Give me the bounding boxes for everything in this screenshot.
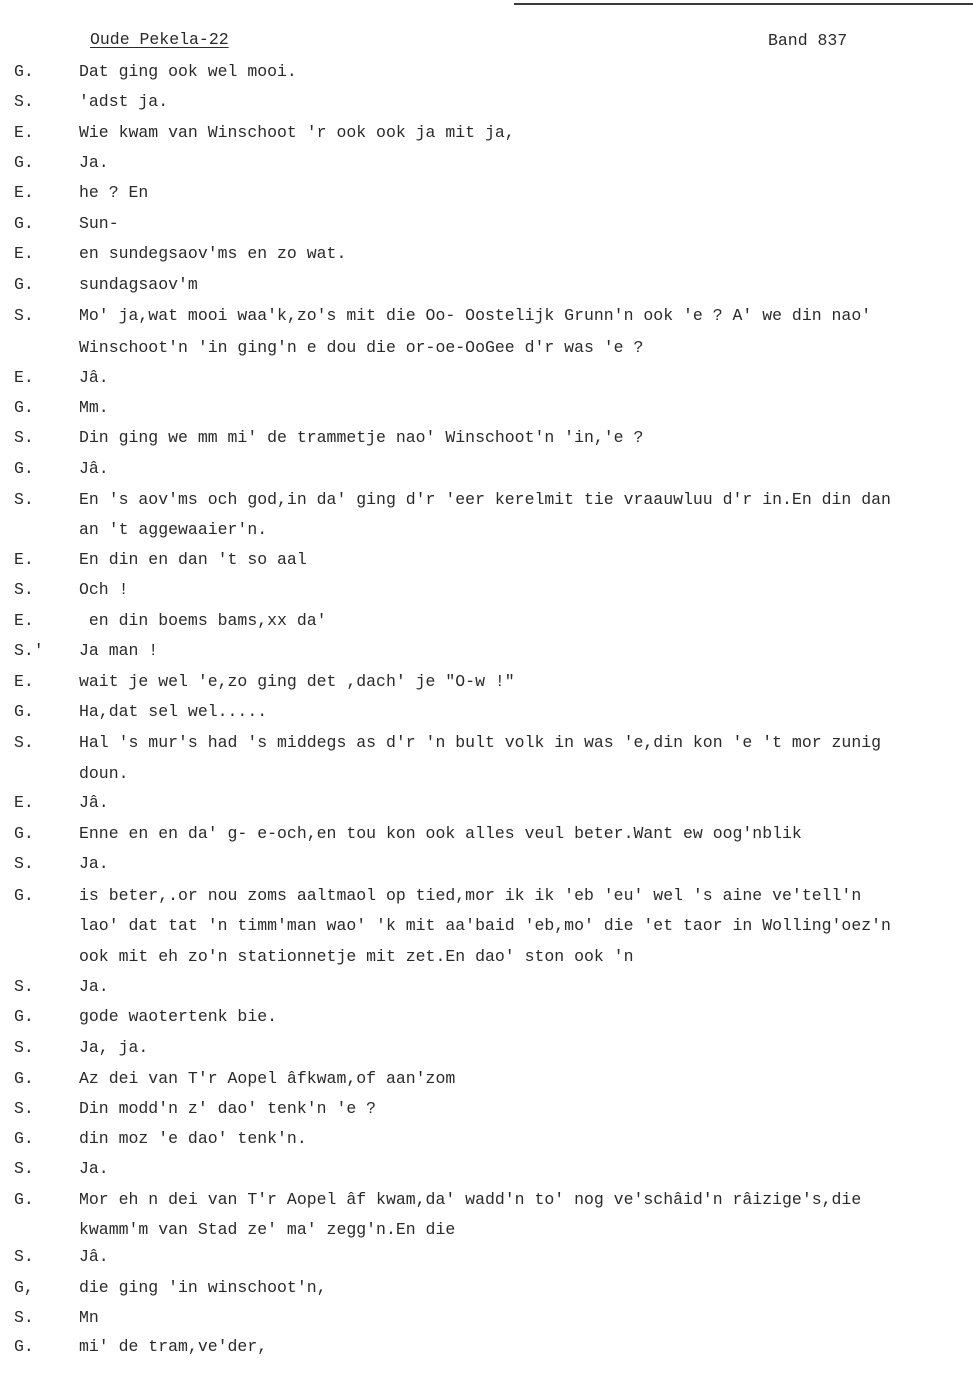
speaker-label: S. xyxy=(14,1038,34,1057)
speaker-label: G. xyxy=(14,1069,34,1088)
utterance-text: Mn xyxy=(79,1308,99,1327)
utterance-text: Ja. xyxy=(79,977,109,996)
speaker-label: S. xyxy=(14,1099,34,1118)
speaker-label: E. xyxy=(14,244,34,263)
utterance-text: Mor eh n dei van T'r Aopel âf kwam,da' wadd'n to' nog ve'schâid'n râizige's,die xyxy=(79,1190,862,1209)
utterance-text: he ? En xyxy=(79,183,149,202)
transcript-line xyxy=(0,884,973,908)
transcript-line xyxy=(0,852,973,876)
transcript-line xyxy=(0,121,973,145)
utterance-text: Mo' ja,wat mooi waa'k,zo's mit die Oo- Oostelijk Grunn'n ook 'e ? A' we din nao' xyxy=(79,306,872,325)
transcript-line xyxy=(0,1127,973,1151)
utterance-text: kwamm'm van Stad ze' ma' zegg'n.En die xyxy=(79,1220,456,1239)
utterance-text: en din boems bams,xx da' xyxy=(79,611,327,630)
speaker-label: E. xyxy=(14,793,34,812)
speaker-label: G. xyxy=(14,398,34,417)
top-rule xyxy=(514,3,973,5)
utterance-text: Enne en en da' g- e-och,en tou kon ook alles veul beter.Want ew oog'nblik xyxy=(79,824,802,843)
speaker-label: S. xyxy=(14,580,34,599)
transcript-line xyxy=(0,1067,973,1091)
utterance-text: En 's aov'ms och god,in da' ging d'r 'eer kerelmit tie vraauwluu d'r in.En din dan xyxy=(79,490,891,509)
utterance-text: Ja. xyxy=(79,854,109,873)
utterance-text: is beter,.or nou zoms aaltmaol op tied,mor ik ik 'eb 'eu' wel 's aine ve'tell'n xyxy=(79,886,862,905)
utterance-text: Winschoot'n 'in ging'n e dou die or-oe-OoGee d'r was 'e ? xyxy=(79,338,644,357)
speaker-label: G. xyxy=(14,153,34,172)
speaker-label: E. xyxy=(14,183,34,202)
speaker-label: G. xyxy=(14,459,34,478)
transcript-line xyxy=(0,1005,973,1029)
transcript-line xyxy=(0,273,973,297)
transcript-line xyxy=(0,639,973,663)
transcript-line xyxy=(0,609,973,633)
speaker-label: S. xyxy=(14,977,34,996)
band-number: Band 837 xyxy=(768,31,848,50)
speaker-label: S. xyxy=(14,1247,34,1266)
utterance-text: Jâ. xyxy=(79,1247,109,1266)
speaker-label: G. xyxy=(14,275,34,294)
utterance-text: Ha,dat sel wel..... xyxy=(79,702,268,721)
transcript-line xyxy=(0,731,973,755)
utterance-text: Jâ. xyxy=(79,459,109,478)
speaker-label: S. xyxy=(14,733,34,752)
transcript-line xyxy=(0,90,973,114)
utterance-text: Ja man ! xyxy=(79,641,159,660)
speaker-label: S. xyxy=(14,428,34,447)
transcript-line xyxy=(0,60,973,84)
transcript-line xyxy=(0,151,973,175)
speaker-label: G. xyxy=(14,824,34,843)
speaker-label: G, xyxy=(14,1278,34,1297)
utterance-text: sundagsaov'm xyxy=(79,275,198,294)
utterance-text: lao' dat tat 'n timm'man wao' 'k mit aa'baid 'eb,mo' die 'et taor in Wolling'oez'n xyxy=(79,916,891,935)
speaker-label: E. xyxy=(14,611,34,630)
utterance-text: Az dei van T'r Aopel âfkwam,of aan'zom xyxy=(79,1069,456,1088)
transcript-line xyxy=(0,518,973,542)
transcript-line xyxy=(0,181,973,205)
transcript-line xyxy=(0,700,973,724)
speaker-label: S. xyxy=(14,1159,34,1178)
transcript-line xyxy=(0,670,973,694)
transcript-line xyxy=(0,762,973,786)
utterance-text: Hal 's mur's had 's middegs as d'r 'n bult volk in was 'e,din kon 'e 't mor zunig xyxy=(79,733,882,752)
utterance-text: an 't aggewaaier'n. xyxy=(79,520,268,539)
utterance-text: ook mit eh zo'n stationnetje mit zet.En dao' ston ook 'n xyxy=(79,947,634,966)
utterance-text: mi' de tram,ve'der, xyxy=(79,1337,268,1356)
speaker-label: G. xyxy=(14,1190,34,1209)
utterance-text: wait je wel 'e,zo ging det ,dach' je "O-w !" xyxy=(79,672,515,691)
transcript-line xyxy=(0,212,973,236)
page-title: Oude Pekela-22 xyxy=(90,30,229,49)
transcript-line xyxy=(0,578,973,602)
utterance-text: en sundegsaov'ms en zo wat. xyxy=(79,244,347,263)
transcript-line xyxy=(0,1097,973,1121)
utterance-text: Ja, ja. xyxy=(79,1038,149,1057)
utterance-text: Jâ. xyxy=(79,793,109,812)
utterance-text: Jâ. xyxy=(79,368,109,387)
utterance-text: En din en dan 't so aal xyxy=(79,550,307,569)
transcript-line xyxy=(0,1218,973,1242)
transcript-line xyxy=(0,1036,973,1060)
utterance-text: Och ! xyxy=(79,580,129,599)
utterance-text: din moz 'e dao' tenk'n. xyxy=(79,1129,307,1148)
transcript-line xyxy=(0,366,973,390)
transcript-line xyxy=(0,336,973,360)
speaker-label: E. xyxy=(14,123,34,142)
speaker-label: S. xyxy=(14,92,34,111)
speaker-label: S. xyxy=(14,854,34,873)
transcript-line xyxy=(0,304,973,328)
transcript-line xyxy=(0,822,973,846)
transcript-line xyxy=(0,548,973,572)
speaker-label: G. xyxy=(14,62,34,81)
speaker-label: S. xyxy=(14,490,34,509)
transcript-line xyxy=(0,457,973,481)
speaker-label: G. xyxy=(14,214,34,233)
transcript-line xyxy=(0,242,973,266)
transcript-line xyxy=(0,1276,973,1300)
transcript-line xyxy=(0,396,973,420)
transcript-line xyxy=(0,426,973,450)
speaker-label: G. xyxy=(14,702,34,721)
utterance-text: Ja. xyxy=(79,153,109,172)
transcript-line xyxy=(0,488,973,512)
speaker-label: G. xyxy=(14,1129,34,1148)
speaker-label: S. xyxy=(14,306,34,325)
speaker-label: E. xyxy=(14,550,34,569)
transcript-line xyxy=(0,1157,973,1181)
speaker-label: G. xyxy=(14,1337,34,1356)
utterance-text: gode waotertenk bie. xyxy=(79,1007,278,1026)
transcript-line xyxy=(0,1188,973,1212)
utterance-text: Din modd'n z' dao' tenk'n 'e ? xyxy=(79,1099,377,1118)
speaker-label: G. xyxy=(14,886,34,905)
utterance-text: 'adst ja. xyxy=(79,92,169,111)
utterance-text: Sun- xyxy=(79,214,119,233)
transcript-line xyxy=(0,1306,973,1330)
speaker-label: S. xyxy=(14,1308,34,1327)
speaker-label: E. xyxy=(14,368,34,387)
speaker-label: S.' xyxy=(14,641,44,660)
utterance-text: Dat ging ook wel mooi. xyxy=(79,62,297,81)
utterance-text: Mm. xyxy=(79,398,109,417)
utterance-text: Wie kwam van Winschoot 'r ook ook ja mit ja, xyxy=(79,123,515,142)
transcript-line xyxy=(0,1245,973,1269)
utterance-text: Ja. xyxy=(79,1159,109,1178)
transcript-line xyxy=(0,975,973,999)
transcript-line xyxy=(0,791,973,815)
transcript-line xyxy=(0,914,973,938)
transcript-line xyxy=(0,945,973,969)
utterance-text: Din ging we mm mi' de trammetje nao' Winschoot'n 'in,'e ? xyxy=(79,428,644,447)
speaker-label: G. xyxy=(14,1007,34,1026)
utterance-text: die ging 'in winschoot'n, xyxy=(79,1278,327,1297)
transcript-line xyxy=(0,1335,973,1359)
speaker-label: E. xyxy=(14,672,34,691)
utterance-text: doun. xyxy=(79,764,129,783)
